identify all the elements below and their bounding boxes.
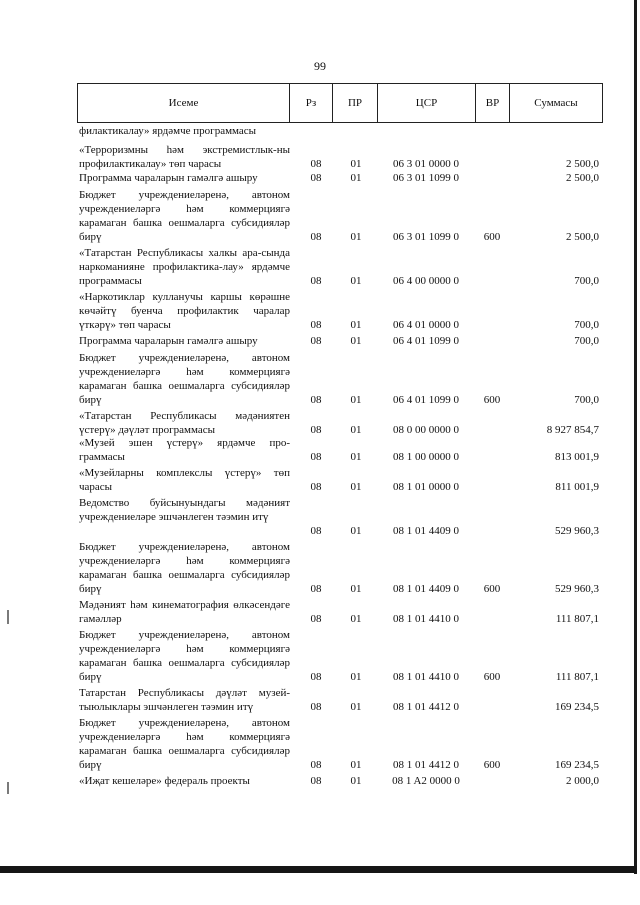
- table-row: [0, 290, 640, 332]
- row-pr: 01: [350, 583, 362, 595]
- row-pr: 01: [350, 158, 362, 170]
- table-row: [0, 351, 640, 407]
- row-name: «Терроризмны һәм экстремистлык-ны профилактикалау» төп чарасы: [79, 144, 290, 170]
- row-name: Бюджет учреждениеләренә, автоном учреждениеләргә һәм коммерциягә карамаган башка оешмаларга субсидияләр бирү: [79, 189, 290, 243]
- row-pr: 01: [350, 481, 362, 493]
- row-name: филактикалау» ярдәмче программасы: [79, 125, 257, 137]
- column-header-rz: Рз: [290, 84, 333, 122]
- row-name: Бюджет учреждениеләренә, автоном учреждениеләргә һәм коммерциягә карамаган башка оешмаларга субсидияләр бирү: [79, 629, 290, 683]
- row-csr: 06 4 01 0000 0: [393, 319, 459, 331]
- row-csr: 08 1 01 4409 0: [393, 525, 459, 537]
- row-csr: 06 4 00 0000 0: [393, 275, 459, 287]
- row-csr: 08 1 01 4410 0: [393, 613, 459, 625]
- table-row: [0, 188, 640, 244]
- row-pr: 01: [350, 613, 362, 625]
- scan-edge-right: [634, 0, 637, 874]
- row-rz: 08: [310, 481, 322, 493]
- table-row: [0, 496, 640, 538]
- row-csr: 08 1 01 4409 0: [393, 583, 459, 595]
- row-name: «Музейларны комплекслы үстерү» төп чарасы: [79, 467, 290, 493]
- row-csr: 08 1 01 0000 0: [393, 481, 459, 493]
- row-name: Татарстан Республикасы дәүләт музей-тыюлыклары эшчәнлеген тәэмин итү: [79, 687, 290, 713]
- row-name: Бюджет учреждениеләренә, автоном учреждениеләргә һәм коммерциягә карамаган башка оешмаларга субсидияләр бирү: [79, 352, 290, 406]
- row-name: «Иҗат кешеләре» федераль проекты: [79, 775, 250, 787]
- row-sum: 700,0: [574, 335, 599, 347]
- row-rz: 08: [310, 172, 322, 184]
- row-sum: 111 807,1: [555, 671, 599, 683]
- row-rz: 08: [310, 394, 322, 406]
- row-rz: 08: [310, 583, 322, 595]
- row-pr: 01: [350, 775, 362, 787]
- row-csr: 06 4 01 1099 0: [393, 335, 459, 347]
- row-sum: 2 000,0: [566, 775, 599, 787]
- row-sum: 169 234,5: [555, 759, 599, 771]
- row-csr: 08 1 01 4412 0: [393, 759, 459, 771]
- row-sum: 2 500,0: [566, 231, 599, 243]
- row-name: Программа чараларын гамәлгә ашыру: [79, 335, 258, 347]
- row-csr: 08 1 A2 0000 0: [392, 775, 460, 787]
- scan-mark: [7, 782, 9, 794]
- table-row: [0, 628, 640, 684]
- row-rz: 08: [310, 525, 322, 537]
- row-pr: 01: [350, 671, 362, 683]
- row-name: «Татарстан Республикасы халкы ара-сында наркоманияне профилактика-лау» ярдәмче программасы: [79, 247, 290, 287]
- column-header-name: Исеме: [78, 84, 290, 122]
- row-csr: 08 1 01 4410 0: [393, 671, 459, 683]
- row-pr: 01: [350, 319, 362, 331]
- table-row: [0, 143, 640, 171]
- row-sum: 700,0: [574, 275, 599, 287]
- row-sum: 8 927 854,7: [546, 424, 599, 436]
- row-pr: 01: [350, 451, 362, 463]
- row-csr: 06 3 01 1099 0: [393, 172, 459, 184]
- column-header-pr: ПР: [333, 84, 378, 122]
- row-csr: 06 3 01 1099 0: [393, 231, 459, 243]
- row-csr: 08 0 00 0000 0: [393, 424, 459, 436]
- row-pr: 01: [350, 275, 362, 287]
- table-row: [0, 686, 640, 714]
- row-rz: 08: [310, 319, 322, 331]
- table-row: [0, 436, 640, 464]
- row-sum: 111 807,1: [555, 613, 599, 625]
- row-csr: 08 1 00 0000 0: [393, 451, 459, 463]
- row-rz: 08: [310, 759, 322, 771]
- row-vr: 600: [483, 394, 501, 406]
- row-name: Бюджет учреждениеләренә, автоном учреждениеләргә һәм коммерциягә карамаган башка оешмаларга субсидияләр бирү: [79, 541, 290, 595]
- table-row: [0, 409, 640, 437]
- row-csr: 08 1 01 4412 0: [393, 701, 459, 713]
- column-header-vr: ВР: [476, 84, 510, 122]
- scan-mark: [7, 610, 9, 624]
- row-sum: 2 500,0: [566, 172, 599, 184]
- scan-edge-bottom: [0, 866, 637, 873]
- column-header-sum: Суммасы: [534, 97, 578, 109]
- table-row: [0, 598, 640, 626]
- row-pr: 01: [350, 231, 362, 243]
- row-name: «Музей эшен үстерү» ярдәмче про-граммасы: [79, 437, 290, 463]
- row-csr: 06 3 01 0000 0: [393, 158, 459, 170]
- row-name: Мәдәният һәм кинематография өлкәсендәге гамәлләр: [79, 599, 290, 625]
- row-pr: 01: [350, 335, 362, 347]
- table-row: [0, 246, 640, 288]
- row-rz: 08: [310, 231, 322, 243]
- row-name: «Наркотиклар кулланучы каршы көрәшне көчәйтү буенча профилактик чаралар үткәрү» төп чарасы: [79, 291, 290, 331]
- row-rz: 08: [310, 158, 322, 170]
- row-sum: 811 001,9: [555, 481, 599, 493]
- row-name: Программа чараларын гамәлгә ашыру: [79, 172, 258, 184]
- row-rz: 08: [310, 613, 322, 625]
- row-pr: 01: [350, 394, 362, 406]
- row-pr: 01: [350, 424, 362, 436]
- row-sum: 529 960,3: [555, 583, 599, 595]
- row-pr: 01: [350, 701, 362, 713]
- row-pr: 01: [350, 759, 362, 771]
- row-sum: 813 001,9: [555, 451, 599, 463]
- row-rz: 08: [310, 424, 322, 436]
- table-row: [0, 171, 640, 185]
- row-name: «Татарстан Республикасы мәдәниятен үстерү» дәүләт программасы: [79, 410, 290, 436]
- row-pr: 01: [350, 172, 362, 184]
- table-row: [0, 716, 640, 772]
- row-rz: 08: [310, 335, 322, 347]
- row-vr: 600: [483, 583, 501, 595]
- table-row: [0, 334, 640, 348]
- page-number: 99: [314, 59, 326, 73]
- row-rz: 08: [310, 671, 322, 683]
- row-sum: 700,0: [574, 394, 599, 406]
- row-name: Ведомство буйсынуындагы мәдәният учреждениеләре эшчәнлеген тәэмин итү: [79, 497, 290, 523]
- row-csr: 06 4 01 1099 0: [393, 394, 459, 406]
- row-name: Бюджет учреждениеләренә, автоном учреждениеләргә һәм коммерциягә карамаган башка оешмаларга субсидияләр бирү: [79, 717, 290, 771]
- row-vr: 600: [483, 671, 501, 683]
- column-header-csr: ЦСР: [378, 84, 476, 122]
- row-pr: 01: [350, 525, 362, 537]
- row-vr: 600: [483, 231, 501, 243]
- table-row: [0, 466, 640, 494]
- row-rz: 08: [310, 451, 322, 463]
- table-row: [0, 774, 640, 788]
- row-rz: 08: [310, 275, 322, 287]
- row-sum: 529 960,3: [555, 525, 599, 537]
- row-rz: 08: [310, 775, 322, 787]
- row-rz: 08: [310, 701, 322, 713]
- table-row: [0, 540, 640, 596]
- row-sum: 2 500,0: [566, 158, 599, 170]
- table-row: [0, 124, 640, 138]
- row-vr: 600: [483, 759, 501, 771]
- row-sum: 700,0: [574, 319, 599, 331]
- row-sum: 169 234,5: [555, 701, 599, 713]
